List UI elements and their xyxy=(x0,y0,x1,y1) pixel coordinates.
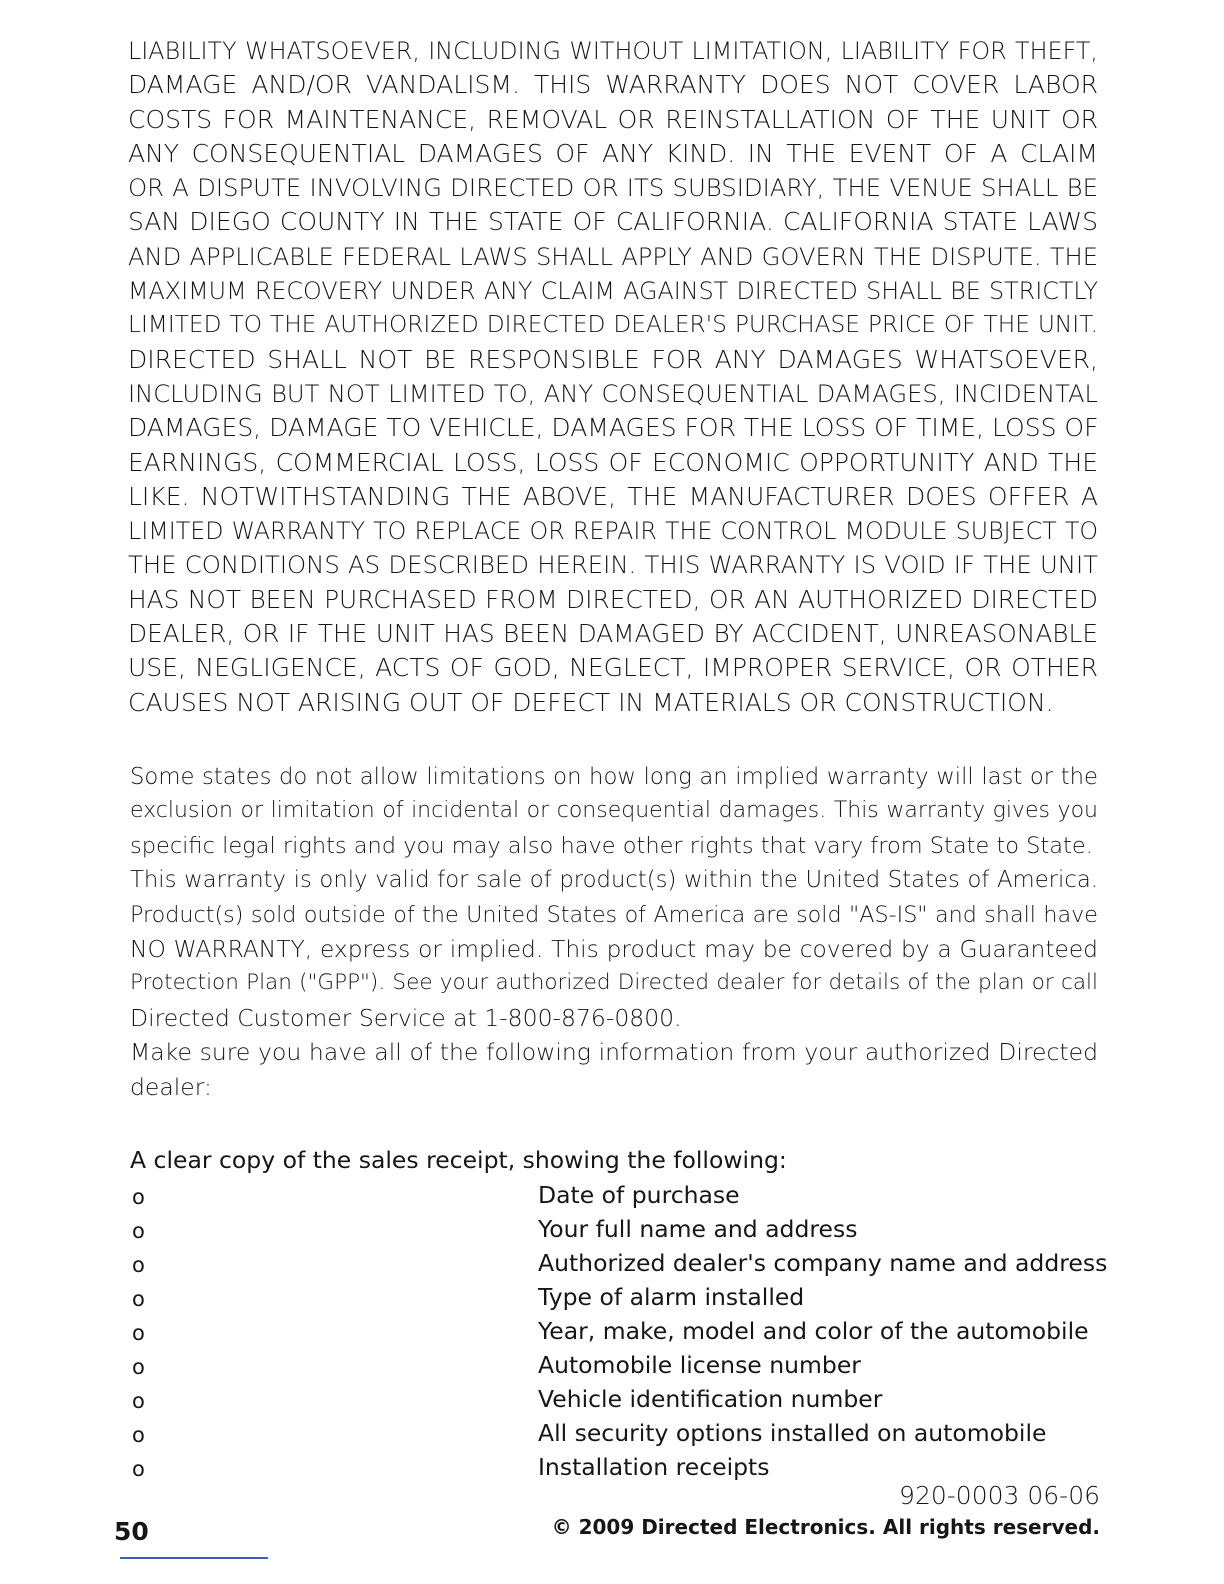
warranty-terms-line: OR A DISPUTE INVOLVING DIRECTED OR ITS SUBSIDIARY, THE VENUE SHALL BE xyxy=(128,173,1098,203)
warranty-terms-line: COSTS FOR MAINTENANCE, REMOVAL OR REINSTALLATION OF THE UNIT OR xyxy=(128,104,1098,134)
warranty-terms-line: HAS NOT BEEN PURCHASED FROM DIRECTED, OR AN AUTHORIZED DIRECTED xyxy=(128,584,1098,614)
warranty-terms-line: DAMAGE AND/OR VANDALISM. THIS WARRANTY DOES NOT COVER LABOR xyxy=(128,70,1098,100)
warranty-terms-line: MAXIMUM RECOVERY UNDER ANY CLAIM AGAINST DIRECTED SHALL BE STRICTLY xyxy=(128,277,1098,306)
warranty-terms-line: THE CONDITIONS AS DESCRIBED HEREIN. THIS WARRANTY IS VOID IF THE UNIT xyxy=(128,550,1098,580)
list-item-label: Installation receipts xyxy=(538,1453,770,1481)
warranty-terms-line: DAMAGES, DAMAGE TO VEHICLE, DAMAGES FOR THE LOSS OF TIME, LOSS OF xyxy=(128,413,1099,443)
warranty-terms-line: SAN DIEGO COUNTY IN THE STATE OF CALIFORNIA. CALIFORNIA STATE LAWS xyxy=(128,207,1098,237)
warranty-terms-line: LIMITED WARRANTY TO REPLACE OR REPAIR THE CONTROL MODULE SUBJECT TO xyxy=(128,517,1098,546)
list-item-label: All security options installed on automobile xyxy=(538,1419,1047,1447)
list-item xyxy=(130,1416,1090,1450)
state-rights-line: Product(s) sold outside of the United States of America are sold "AS-IS" and shall have xyxy=(130,901,1098,928)
list-item-label: Type of alarm installed xyxy=(538,1283,805,1311)
bullet-icon: o xyxy=(132,1219,145,1243)
warranty-terms-line: LIKE. NOTWITHSTANDING THE ABOVE, THE MANUFACTURER DOES OFFER A xyxy=(128,481,1098,511)
list-item-label: Year, make, model and color of the automobile xyxy=(538,1317,1089,1345)
warranty-terms-line: ANY CONSEQUENTIAL DAMAGES OF ANY KIND. IN THE EVENT OF A CLAIM xyxy=(128,138,1098,168)
warranty-terms-paragraph xyxy=(128,34,1098,720)
state-rights-line: dealer: xyxy=(130,1072,212,1101)
state-rights-line: NO WARRANTY, express or implied. This product may be covered by a Guaranteed xyxy=(130,934,1098,963)
warranty-terms-line: LIABILITY WHATSOEVER, INCLUDING WITHOUT LIMITATION, LIABILITY FOR THEFT, xyxy=(128,37,1098,65)
document-code: 920-0003 06-06 xyxy=(899,1481,1100,1510)
bullet-icon: o xyxy=(132,1321,145,1345)
warranty-terms-line: CAUSES NOT ARISING OUT OF DEFECT IN MATERIALS OR CONSTRUCTION. xyxy=(128,687,1054,717)
copyright-notice: © 2009 Directed Electronics. All rights reserved. xyxy=(551,1515,1100,1539)
list-item-label: Date of purchase xyxy=(538,1181,740,1209)
state-rights-line: specific legal rights and you may also have other rights that vary from State to State. xyxy=(130,832,1093,859)
list-item xyxy=(130,1450,1090,1484)
warranty-terms-line: INCLUDING BUT NOT LIMITED TO, ANY CONSEQUENTIAL DAMAGES, INCIDENTAL xyxy=(128,379,1098,408)
warranty-terms-line: EARNINGS, COMMERCIAL LOSS, LOSS OF ECONOMIC OPPORTUNITY AND THE xyxy=(128,447,1098,477)
list-item-label: Automobile license number xyxy=(538,1351,861,1379)
list-item-label: Vehicle identification number xyxy=(538,1385,883,1413)
list-item xyxy=(130,1348,1090,1382)
warranty-terms-line: LIMITED TO THE AUTHORIZED DIRECTED DEALER'S PURCHASE PRICE OF THE UNIT. xyxy=(128,311,1098,339)
page-number: 50 xyxy=(114,1517,149,1546)
bullet-icon: o xyxy=(132,1457,145,1481)
warranty-terms-line: DIRECTED SHALL NOT BE RESPONSIBLE FOR ANY DAMAGES WHATSOEVER, xyxy=(128,344,1098,374)
state-rights-paragraph xyxy=(130,760,1098,1104)
footer-divider xyxy=(120,1557,268,1559)
warranty-terms-line: AND APPLICABLE FEDERAL LAWS SHALL APPLY AND GOVERN THE DISPUTE. THE xyxy=(128,242,1098,271)
list-item-label: Authorized dealer's company name and address xyxy=(538,1249,1108,1277)
state-rights-line: Protection Plan ("GPP"). See your authorized Directed dealer for details of the plan or call xyxy=(130,970,1098,996)
list-item xyxy=(130,1178,1090,1212)
bullet-icon: o xyxy=(132,1389,145,1413)
warranty-terms-line: USE, NEGLIGENCE, ACTS OF GOD, NEGLECT, IMPROPER SERVICE, OR OTHER xyxy=(128,653,1098,683)
state-rights-line: Directed Customer Service at 1-800-876-0800. xyxy=(130,1003,682,1032)
receipt-intro: A clear copy of the sales receipt, showing the following: xyxy=(130,1146,787,1174)
list-item xyxy=(130,1314,1090,1348)
bullet-icon: o xyxy=(132,1423,145,1447)
state-rights-line: This warranty is only valid for sale of product(s) within the United States of America. xyxy=(130,867,1098,894)
receipt-checklist xyxy=(130,1178,1108,1484)
list-item xyxy=(130,1280,1090,1314)
list-item xyxy=(130,1212,1090,1246)
state-rights-line: Make sure you have all of the following information from your authorized Directed xyxy=(130,1038,1098,1067)
bullet-icon: o xyxy=(132,1287,145,1311)
state-rights-line: exclusion or limitation of incidental or consequential damages. This warranty gives you xyxy=(130,798,1098,824)
list-item xyxy=(130,1246,1108,1280)
bullet-icon: o xyxy=(132,1355,145,1379)
bullet-icon: o xyxy=(132,1185,145,1209)
bullet-icon: o xyxy=(132,1253,145,1277)
state-rights-line: Some states do not allow limitations on how long an implied warranty will last or the xyxy=(130,764,1098,790)
list-item-label: Your full name and address xyxy=(538,1215,858,1243)
warranty-terms-line: DEALER, OR IF THE UNIT HAS BEEN DAMAGED BY ACCIDENT, UNREASONABLE xyxy=(128,619,1098,649)
list-item xyxy=(130,1382,1090,1416)
